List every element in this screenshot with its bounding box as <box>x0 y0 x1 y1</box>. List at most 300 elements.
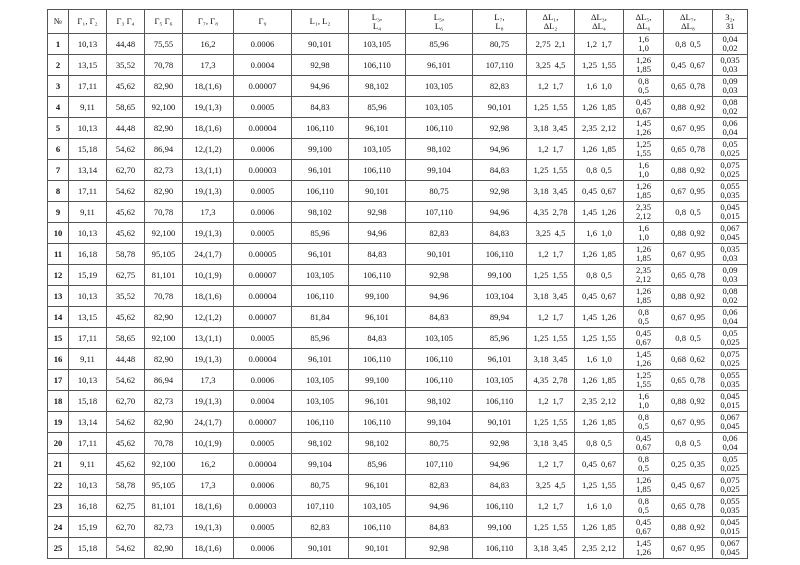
cell-value: 0,92 <box>690 164 706 175</box>
cell-value: 1,2 <box>537 395 549 406</box>
table-cell: 84,83 <box>349 244 406 265</box>
cell-value: 0,92 <box>690 290 706 301</box>
cell-value: 1,26 <box>581 374 597 385</box>
cell-value: 1,55 <box>552 521 568 532</box>
table-cell: 9,11 <box>69 349 107 370</box>
table-cell <box>624 370 664 391</box>
cell-value: 1,0 <box>638 169 649 179</box>
column-header <box>349 10 406 34</box>
cell-value: 0,08 <box>722 286 738 296</box>
table-cell: 24,(1,7) <box>183 412 234 433</box>
table-body <box>48 34 748 559</box>
cell-value: 0,65 <box>670 269 686 280</box>
table-cell: 16,2 <box>183 34 234 55</box>
cell-value: 0,09 <box>722 265 738 275</box>
row-number: 24 <box>48 517 69 538</box>
table-cell: 94,96 <box>349 223 406 244</box>
table-cell <box>624 34 664 55</box>
table-cell <box>575 118 624 139</box>
cell-value: 1,55 <box>552 269 568 280</box>
cell-value: 3,18 <box>533 290 549 301</box>
table-cell: 62,70 <box>107 517 145 538</box>
table-cell: 58,65 <box>107 328 145 349</box>
table-cell <box>527 181 575 202</box>
cell-value: 1,26 <box>581 521 597 532</box>
cell-value: 0,05 <box>722 454 738 464</box>
cell-value: 1,26 <box>601 311 617 322</box>
table-cell <box>713 307 748 328</box>
cell-value: 0,45 <box>635 97 652 107</box>
table-cell: 98,102 <box>292 433 349 454</box>
cell-value: 0,8 <box>586 437 597 448</box>
table-cell <box>575 244 624 265</box>
table-cell <box>713 160 748 181</box>
table-row <box>48 139 748 160</box>
cell-value: 0,78 <box>690 500 706 511</box>
cell-value: 0,8 <box>638 412 649 422</box>
cell-value: 0,055 <box>720 181 740 191</box>
cell-value: 3,18 <box>533 122 549 133</box>
table-cell: 90,101 <box>292 34 349 55</box>
table-cell <box>664 370 713 391</box>
table-cell: 17,3 <box>183 202 234 223</box>
cell-value: 0,45 <box>581 185 597 196</box>
table-cell <box>664 454 713 475</box>
cell-value: 1,85 <box>601 374 617 385</box>
table-cell <box>664 391 713 412</box>
table-cell <box>713 202 748 223</box>
cell-value: 0,67 <box>670 185 686 196</box>
cell-value: 0,8 <box>586 269 597 280</box>
table-cell <box>527 454 575 475</box>
cell-value: 1,26 <box>601 206 617 217</box>
table-cell: 10,13 <box>69 370 107 391</box>
table-cell <box>713 244 748 265</box>
cell-value: 1,2 <box>537 311 549 322</box>
table-cell: 85,96 <box>292 328 349 349</box>
table-cell <box>713 118 748 139</box>
table-cell: 92,98 <box>473 433 527 454</box>
table-cell <box>664 496 713 517</box>
table-cell: 96,101 <box>292 244 349 265</box>
cell-value: 0,88 <box>670 521 686 532</box>
cell-value: 2,78 <box>552 206 568 217</box>
cell-value: 0,055 <box>720 496 740 506</box>
table-cell: 106,110 <box>349 265 406 286</box>
cell-value: 0,95 <box>690 248 706 259</box>
header-text: ΔL₂ <box>543 20 558 31</box>
cell-value: 1,2 <box>537 458 549 469</box>
table-cell <box>664 433 713 454</box>
table-cell: 10,13 <box>69 223 107 244</box>
header-text: L₄ <box>372 20 382 31</box>
table-cell: 94,96 <box>473 139 527 160</box>
row-number: 5 <box>48 118 69 139</box>
table-cell: 17,11 <box>69 181 107 202</box>
table-cell: 35,52 <box>107 55 145 76</box>
table-cell: 45,62 <box>107 307 145 328</box>
table-cell <box>527 349 575 370</box>
table-cell: 70,78 <box>145 55 183 76</box>
cell-value: 2,35 <box>635 202 652 212</box>
table-cell: 0.0004 <box>234 55 292 76</box>
table-cell: 19,(1,3) <box>183 97 234 118</box>
cell-value: 1,55 <box>552 416 568 427</box>
table-cell: 17,11 <box>69 76 107 97</box>
table-cell: 82,83 <box>292 517 349 538</box>
table-cell: 99,100 <box>349 370 406 391</box>
cell-value: 0,8 <box>638 454 649 464</box>
table-cell <box>624 412 664 433</box>
table-cell <box>664 202 713 223</box>
cell-value: 0,67 <box>601 185 617 196</box>
table-cell <box>624 454 664 475</box>
header-text: L₆ <box>434 20 444 31</box>
table-cell: 18,(1,6) <box>183 76 234 97</box>
cell-value: 1,26 <box>635 127 652 137</box>
table-cell <box>664 265 713 286</box>
header-text: ΔL₇, <box>680 11 696 22</box>
cell-value: 0,45 <box>635 433 652 443</box>
cell-value: 2,12 <box>601 122 617 133</box>
table-cell: 99,104 <box>406 412 473 433</box>
cell-value: 0,45 <box>581 458 597 469</box>
table-cell: 106,110 <box>406 370 473 391</box>
table-cell: 75,55 <box>145 34 183 55</box>
table-cell: 106,110 <box>292 181 349 202</box>
cell-value: 2,35 <box>581 395 597 406</box>
table-cell <box>664 160 713 181</box>
table-cell <box>713 76 748 97</box>
cell-value: 0,5 <box>638 463 649 473</box>
header-text: Г₉ <box>258 16 267 26</box>
table-cell: 13,14 <box>69 412 107 433</box>
cell-value: 0,78 <box>690 269 706 280</box>
table-cell <box>527 475 575 496</box>
column-header <box>48 10 69 34</box>
table-cell <box>713 97 748 118</box>
cell-value: 1,85 <box>601 101 617 112</box>
table-cell <box>527 202 575 223</box>
table-cell <box>575 181 624 202</box>
table-cell: 45,62 <box>107 454 145 475</box>
table-row <box>48 202 748 223</box>
table-cell: 99,100 <box>473 265 527 286</box>
cell-value: 2,35 <box>635 265 652 275</box>
table-cell: 10,13 <box>69 34 107 55</box>
cell-value: 0,92 <box>690 101 706 112</box>
cell-value: 0,45 <box>635 328 652 338</box>
cell-value: 0,65 <box>670 143 686 154</box>
table-cell: 9,11 <box>69 202 107 223</box>
cell-value: 0,65 <box>670 374 686 385</box>
table-cell <box>527 139 575 160</box>
cell-value: 0,05 <box>722 139 738 149</box>
table-cell <box>575 76 624 97</box>
cell-value: 1,7 <box>552 80 564 91</box>
table-cell: 0.00004 <box>234 118 292 139</box>
cell-value: 2,12 <box>601 542 617 553</box>
cell-value: 1,45 <box>581 311 597 322</box>
table-cell <box>713 265 748 286</box>
table-row <box>48 55 748 76</box>
header-text: L₁, L₂ <box>309 16 331 26</box>
row-number: 3 <box>48 76 69 97</box>
table-cell: 45,62 <box>107 223 145 244</box>
table-cell <box>624 328 664 349</box>
cell-value: 1,26 <box>635 181 652 191</box>
table-cell: 0.00007 <box>234 76 292 97</box>
cell-value: 1,85 <box>601 248 617 259</box>
table-row <box>48 517 748 538</box>
row-number: 23 <box>48 496 69 517</box>
cell-value: 0,62 <box>690 353 706 364</box>
table-cell <box>575 286 624 307</box>
table-cell <box>527 433 575 454</box>
table-cell: 10,13 <box>69 286 107 307</box>
cell-value: 0,8 <box>675 332 686 343</box>
table-cell: 96,101 <box>292 160 349 181</box>
table-row <box>48 286 748 307</box>
table-cell: 0.0006 <box>234 202 292 223</box>
cell-value: 0,5 <box>638 421 649 431</box>
table-cell: 107,110 <box>406 202 473 223</box>
table-cell: 103,105 <box>473 370 527 391</box>
table-cell: 0.0005 <box>234 517 292 538</box>
table-cell <box>664 76 713 97</box>
column-header <box>145 10 183 34</box>
table-cell <box>624 118 664 139</box>
table-cell: 85,96 <box>473 328 527 349</box>
table-cell: 103,105 <box>406 76 473 97</box>
table-cell: 12,(1,2) <box>183 307 234 328</box>
cell-value: 0,045 <box>720 232 740 242</box>
cell-value: 0,025 <box>720 148 740 158</box>
table-cell <box>527 34 575 55</box>
table-cell <box>575 517 624 538</box>
table-cell: 82,90 <box>145 307 183 328</box>
table-cell: 99,100 <box>292 139 349 160</box>
cell-value: 0,08 <box>722 97 738 107</box>
cell-value: 1,85 <box>601 416 617 427</box>
table-cell: 0.00004 <box>234 286 292 307</box>
table-cell <box>664 517 713 538</box>
cell-value: 0,65 <box>670 80 686 91</box>
column-header <box>624 10 664 34</box>
cell-value: 1,25 <box>533 269 549 280</box>
table-cell: 45,62 <box>107 76 145 97</box>
table-cell <box>664 475 713 496</box>
cell-value: 0,015 <box>720 211 740 221</box>
table-cell: 12,(1,2) <box>183 139 234 160</box>
cell-value: 2,1 <box>554 38 566 49</box>
table-cell: 44,48 <box>107 349 145 370</box>
table-cell: 95,105 <box>145 475 183 496</box>
header-text: ΔL₅, <box>635 11 652 22</box>
table-cell: 17,11 <box>69 433 107 454</box>
table-row <box>48 76 748 97</box>
table-cell <box>624 139 664 160</box>
table-cell: 82,73 <box>145 391 183 412</box>
column-header <box>234 10 292 34</box>
table-cell <box>624 181 664 202</box>
table-cell <box>624 538 664 559</box>
cell-value: 3,18 <box>533 353 549 364</box>
row-number: 21 <box>48 454 69 475</box>
table-cell: 96,101 <box>349 391 406 412</box>
table-cell: 80,75 <box>292 475 349 496</box>
table-cell: 103,105 <box>292 265 349 286</box>
table-row <box>48 160 748 181</box>
cell-value: 0,04 <box>722 127 738 137</box>
cell-value: 0,5 <box>601 437 612 448</box>
table-cell <box>713 181 748 202</box>
table-cell: 94,96 <box>406 496 473 517</box>
cell-value: 1,25 <box>533 101 549 112</box>
cell-value: 1,45 <box>581 206 597 217</box>
cell-value: 0,78 <box>690 143 706 154</box>
cell-value: 3,18 <box>533 437 549 448</box>
table-row <box>48 349 748 370</box>
table-cell: 17,3 <box>183 370 234 391</box>
table-cell: 92,98 <box>473 118 527 139</box>
cell-value: 0,04 <box>722 316 738 326</box>
table-cell: 107,110 <box>473 55 527 76</box>
table-cell: 99,104 <box>406 160 473 181</box>
cell-value: 0,045 <box>720 547 740 557</box>
table-cell <box>664 118 713 139</box>
cell-value: 1,85 <box>635 253 652 263</box>
table-cell: 0.00004 <box>234 349 292 370</box>
header-text: № <box>53 16 63 26</box>
table-cell <box>527 496 575 517</box>
table-cell: 106,110 <box>292 412 349 433</box>
cell-value: 3,45 <box>552 437 568 448</box>
header-text: Г₅ Г₆ <box>154 16 173 26</box>
row-number: 16 <box>48 349 69 370</box>
column-header <box>292 10 349 34</box>
cell-value: 0,02 <box>722 295 738 305</box>
cell-value: 0,5 <box>690 437 701 448</box>
table-cell <box>713 55 748 76</box>
table-cell <box>575 538 624 559</box>
cell-value: 3,45 <box>552 290 568 301</box>
table-cell <box>624 517 664 538</box>
table-cell <box>527 223 575 244</box>
table-cell: 15,19 <box>69 517 107 538</box>
table-cell: 0.0004 <box>234 391 292 412</box>
column-header <box>713 10 748 34</box>
cell-value: 0,88 <box>670 290 686 301</box>
table-cell: 45,62 <box>107 202 145 223</box>
column-header <box>69 10 107 34</box>
table-cell: 92,98 <box>406 538 473 559</box>
table-row <box>48 265 748 286</box>
cell-value: 3,45 <box>552 185 568 196</box>
table-cell <box>664 244 713 265</box>
table-cell: 92,98 <box>406 265 473 286</box>
table-cell: 0.0006 <box>234 139 292 160</box>
cell-value: 0,67 <box>670 416 686 427</box>
cell-value: 0,78 <box>690 80 706 91</box>
table-cell: 13,15 <box>69 55 107 76</box>
cell-value: 1,0 <box>638 232 649 242</box>
table-cell: 82,73 <box>145 160 183 181</box>
cell-value: 0,95 <box>690 122 706 133</box>
table-cell: 0.0005 <box>234 223 292 244</box>
table-cell: 82,73 <box>145 517 183 538</box>
header-text: ΔL₈ <box>681 20 695 31</box>
table-cell: 84,83 <box>292 97 349 118</box>
table-cell: 0.0005 <box>234 97 292 118</box>
table-cell <box>575 412 624 433</box>
row-number: 14 <box>48 307 69 328</box>
table-cell: 106,110 <box>292 118 349 139</box>
cell-value: 0,67 <box>635 526 652 536</box>
table-cell: 84,83 <box>406 307 473 328</box>
column-header <box>107 10 145 34</box>
table-cell: 85,96 <box>349 454 406 475</box>
row-number: 1 <box>48 34 69 55</box>
table-cell: 98,102 <box>292 202 349 223</box>
cell-value: 1,7 <box>601 38 612 49</box>
header-text: ΔL₄ <box>592 20 606 31</box>
table-cell: 19,(1,3) <box>183 223 234 244</box>
table-cell: 19,(1,3) <box>183 517 234 538</box>
table-cell <box>527 517 575 538</box>
table-cell: 90,101 <box>349 538 406 559</box>
table-cell: 92,100 <box>145 454 183 475</box>
cell-value: 0,45 <box>670 479 686 490</box>
table-cell: 70,78 <box>145 202 183 223</box>
table-cell <box>527 391 575 412</box>
table-row <box>48 454 748 475</box>
table-cell <box>575 223 624 244</box>
cell-value: 0,45 <box>581 290 597 301</box>
table-cell <box>527 328 575 349</box>
table-cell <box>575 202 624 223</box>
table-cell <box>575 160 624 181</box>
table-cell <box>575 97 624 118</box>
cell-value: 0,8 <box>638 76 649 86</box>
table-cell: 84,83 <box>406 517 473 538</box>
cell-value: 0,035 <box>720 244 740 254</box>
table-cell <box>664 286 713 307</box>
table-cell <box>527 370 575 391</box>
table-cell <box>624 265 664 286</box>
cell-value: 0,67 <box>635 106 652 116</box>
table-cell: 81,101 <box>145 265 183 286</box>
table-row <box>48 370 748 391</box>
table-cell: 90,101 <box>473 97 527 118</box>
cell-value: 1,25 <box>635 370 652 380</box>
cell-value: 0,5 <box>638 85 649 95</box>
cell-value: 2,12 <box>635 211 652 221</box>
table-cell <box>527 118 575 139</box>
table-cell: 15,18 <box>69 391 107 412</box>
cell-value: 0,8 <box>638 496 649 506</box>
table-cell: 58,78 <box>107 244 145 265</box>
table-cell: 106,110 <box>349 517 406 538</box>
cell-value: 1,25 <box>533 164 549 175</box>
table-cell: 94,96 <box>406 286 473 307</box>
cell-value: 1,55 <box>635 379 652 389</box>
cell-value: 0,8 <box>638 307 649 317</box>
table-cell: 98,102 <box>406 139 473 160</box>
cell-value: 0,06 <box>722 433 738 443</box>
table-cell: 0.00007 <box>234 307 292 328</box>
cell-value: 0,8 <box>586 164 597 175</box>
